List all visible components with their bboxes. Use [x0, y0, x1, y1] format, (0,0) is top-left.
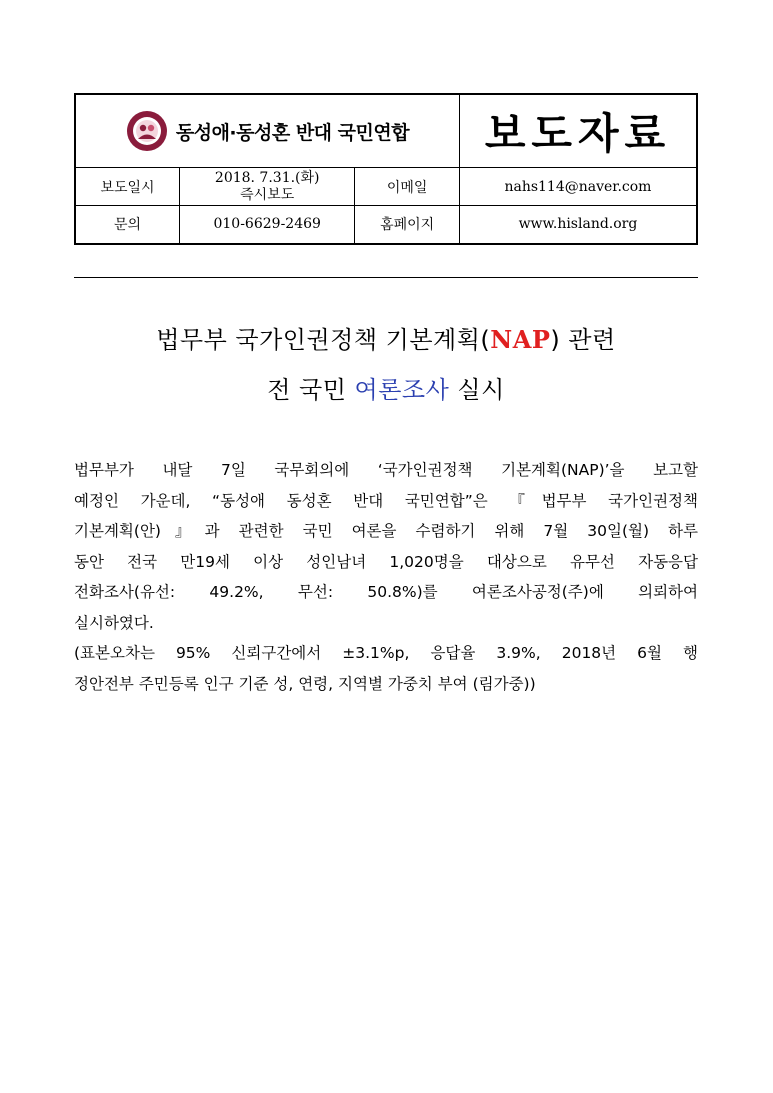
press-release-title: 보도자료 — [484, 109, 672, 158]
label-release-date: 보도일시 — [75, 168, 180, 206]
headline-line-1 — [74, 320, 698, 355]
header-top-row — [75, 94, 697, 168]
org-name: 동성애·동성혼 반대 국민연합 — [175, 121, 410, 144]
headline-line-1-part-b: ) 관련 — [550, 326, 616, 354]
release-timing: 즉시보도 — [240, 186, 295, 203]
label-email: 이메일 — [355, 168, 460, 206]
headline-survey: 여론조사 — [354, 376, 450, 404]
body-line: 실시하였다. — [74, 613, 154, 632]
label-inquiry: 문의 — [75, 206, 180, 244]
label-homepage: 홈페이지 — [355, 206, 460, 244]
body-line: 정안전부 주민등록 인구 기준 성, 연령, 지역별 가중치 부여 (림가중)) — [74, 674, 536, 693]
section-divider — [74, 277, 698, 278]
phone-value: 010-6629-2469 — [180, 206, 355, 244]
release-date-cell — [180, 168, 355, 206]
body-line: 기본계획(안)』과 관련한 국민 여론을 수렴하기 위해 7월 30일(월) 하루 — [74, 522, 698, 540]
org-cell — [75, 94, 459, 168]
headline-line-2-part-b: 실시 — [449, 376, 505, 404]
headline-nap: NAP — [490, 325, 551, 354]
press-header-table — [74, 93, 698, 245]
body-line: 법무부가 내달 7일 국무회의에 ‘국가인권정책 기본계획(NAP)’을 보고할 — [74, 461, 698, 479]
body-line: 예정인 가운데, “동성애 동성혼 반대 국민연합”은 『법무부 국가인권정책 — [74, 491, 698, 510]
press-release-title-cell — [459, 94, 697, 168]
body-line: 전화조사(유선: 49.2%, 무선: 50.8%)를 여론조사공정(주)에 의뢰하여 — [74, 583, 698, 601]
headline-line-1-part-a: 법무부 국가인권정책 기본계획( — [156, 326, 491, 354]
header-row-contact — [75, 206, 697, 244]
headline-line-2 — [74, 370, 698, 405]
email-value: nahs114@naver.com — [459, 168, 697, 206]
headline-line-2-part-a: 전 국민 — [267, 376, 355, 404]
release-date: 2018. 7.31.(화) — [214, 169, 320, 186]
header-row-date — [75, 168, 697, 206]
org-logo-icon — [126, 110, 168, 152]
homepage-value: www.hisland.org — [459, 206, 697, 244]
body-line: (표본오차는 95% 신뢰구간에서 ±3.1%p, 응답율 3.9%, 2018년 6월 행 — [74, 644, 698, 662]
body-text — [74, 455, 698, 699]
body-line: 동안 전국 만19세 이상 성인남녀 1,020명을 대상으로 유무선 자동응답 — [74, 552, 698, 571]
